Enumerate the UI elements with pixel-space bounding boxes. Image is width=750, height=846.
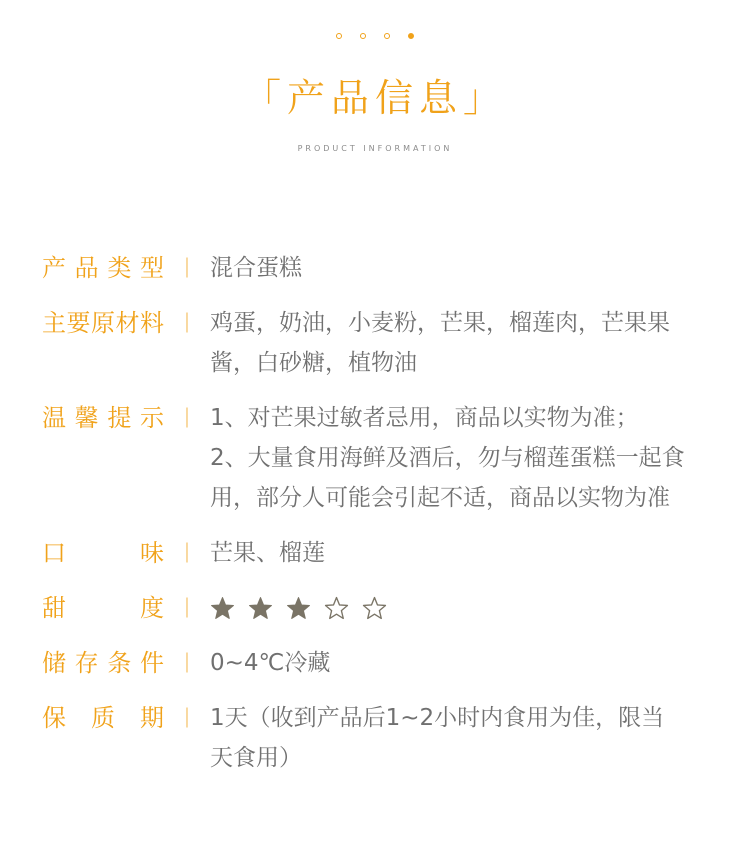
info-row-shelf-life xyxy=(0,698,750,778)
info-value xyxy=(210,248,716,288)
sweetness-rating xyxy=(210,588,716,628)
info-separator: ｜ xyxy=(177,406,197,430)
star-filled-icon xyxy=(286,596,311,621)
info-value-line: 1天（收到产品后1~2小时内食用为佳，限当 xyxy=(210,705,665,731)
star-empty-icon xyxy=(362,596,387,621)
pager-dot[interactable] xyxy=(384,33,390,39)
info-value-line: 天食用） xyxy=(210,745,302,771)
star-empty-icon xyxy=(324,596,349,621)
info-label: 主要原材料 xyxy=(42,309,164,337)
section-title: 「产品信息」 xyxy=(242,76,507,120)
info-value xyxy=(210,303,716,383)
info-label: 保质期 xyxy=(42,704,164,732)
section-subtitle: PRODUCT INFORMATION xyxy=(297,144,453,153)
pager-dot[interactable] xyxy=(336,33,342,39)
info-separator: ｜ xyxy=(177,706,197,730)
info-value xyxy=(210,533,716,573)
info-value xyxy=(210,643,716,683)
info-value xyxy=(210,398,716,518)
info-value-line: 混合蛋糕 xyxy=(210,255,302,281)
product-info-list xyxy=(0,248,750,778)
star-filled-icon xyxy=(248,596,273,621)
info-value-line: 鸡蛋，奶油，小麦粉，芒果，榴莲肉，芒果果 xyxy=(210,310,670,336)
pager-dot-active[interactable] xyxy=(408,33,414,39)
info-row-sweetness xyxy=(0,588,750,628)
info-row-storage xyxy=(0,643,750,683)
pager-dots xyxy=(0,31,750,41)
info-row-flavor xyxy=(0,533,750,573)
info-separator: ｜ xyxy=(177,541,197,565)
info-value-line: 1、对芒果过敏者忌用，商品以实物为准； xyxy=(210,405,639,431)
info-row-type xyxy=(0,248,750,288)
info-value-line: 芒果、榴莲 xyxy=(210,540,325,566)
info-separator: ｜ xyxy=(177,311,197,335)
info-value-line: 用，部分人可能会引起不适，商品以实物为准 xyxy=(210,485,670,511)
info-value-line: 0~4℃冷藏 xyxy=(210,650,331,676)
info-value-line: 酱，白砂糖，植物油 xyxy=(210,350,417,376)
info-label: 产品类型 xyxy=(42,254,164,282)
info-label: 储存条件 xyxy=(42,649,164,677)
info-separator: ｜ xyxy=(177,651,197,675)
info-label: 甜度 xyxy=(42,594,164,622)
info-value xyxy=(210,698,716,778)
pager-dot[interactable] xyxy=(360,33,366,39)
star-rating xyxy=(210,588,716,628)
info-separator: ｜ xyxy=(177,256,197,280)
info-label: 温馨提示 xyxy=(42,404,164,432)
info-label: 口味 xyxy=(42,539,164,567)
info-row-ingredients xyxy=(0,303,750,383)
info-separator: ｜ xyxy=(177,596,197,620)
info-row-notice xyxy=(0,398,750,518)
star-filled-icon xyxy=(210,596,235,621)
info-value-line: 2、大量食用海鲜及酒后，勿与榴莲蛋糕一起食 xyxy=(210,445,685,471)
